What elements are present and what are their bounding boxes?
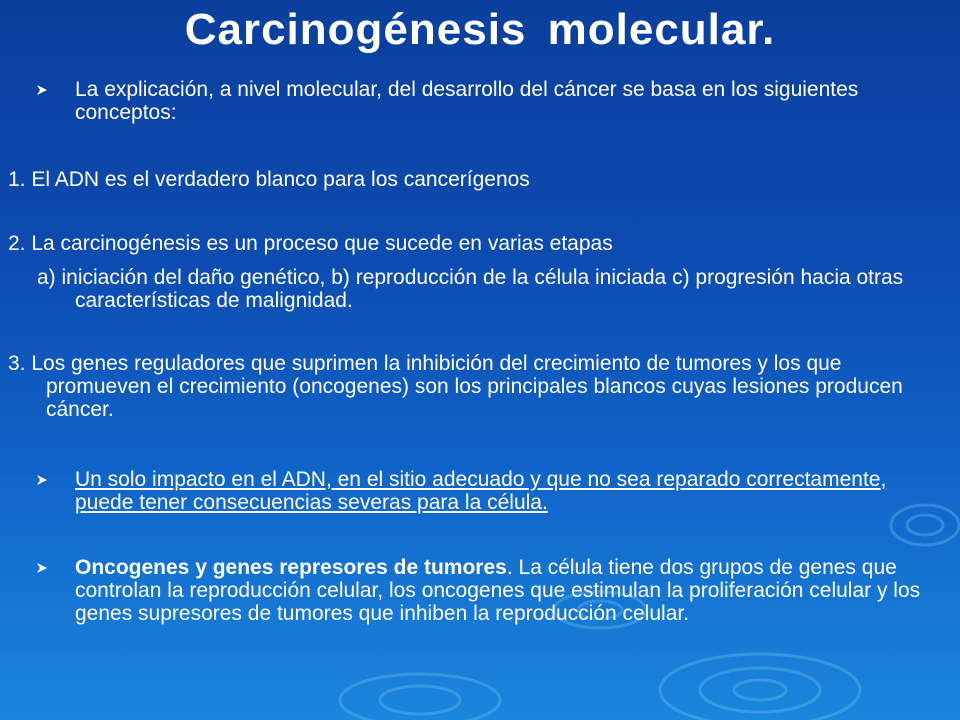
arrowhead-bullet-icon — [36, 84, 48, 96]
concept-2: 2. La carcinogénesis es un proceso que sucede en varias etapas — [8, 232, 613, 255]
oncogenes-paragraph — [75, 556, 945, 625]
slide-title: Carcinogénesis molecular. — [184, 5, 776, 54]
arrowhead-bullet-icon — [36, 562, 48, 574]
arrowhead-bullet-icon — [36, 474, 48, 486]
concept-1: 1. El ADN es el verdadero blanco para los cancerígenos — [8, 168, 530, 191]
concept-3: 3. Los genes reguladores que suprimen la inhibición del crecimiento de tumores y los que promueven el crecimiento (oncogenes) son los principales blancos cuyas lesiones producen cáncer. — [8, 352, 903, 421]
dna-impact-statement: Un solo impacto en el ADN, en el sitio adecuado y que no sea reparado correctamente, puede tener consecuencias severas para la célula. — [75, 468, 887, 514]
oncogenes-heading: Oncogenes y genes represores de tumores — [75, 556, 507, 579]
concept-2-stages: a) iniciación del daño genético, b) reproducción de la célula iniciada c) progresión hacia otras características de malignidad. — [37, 266, 904, 312]
intro-paragraph: La explicación, a nivel molecular, del desarrollo del cáncer se basa en los siguientes conceptos: — [75, 78, 859, 124]
oncogenes-text: . La célula tiene dos grupos de genes que controlan la reproducción celular, los oncogenes que estimulan la proliferación celular y los genes supresores de tumores que inhiben la reproducción celular. — [75, 556, 921, 625]
